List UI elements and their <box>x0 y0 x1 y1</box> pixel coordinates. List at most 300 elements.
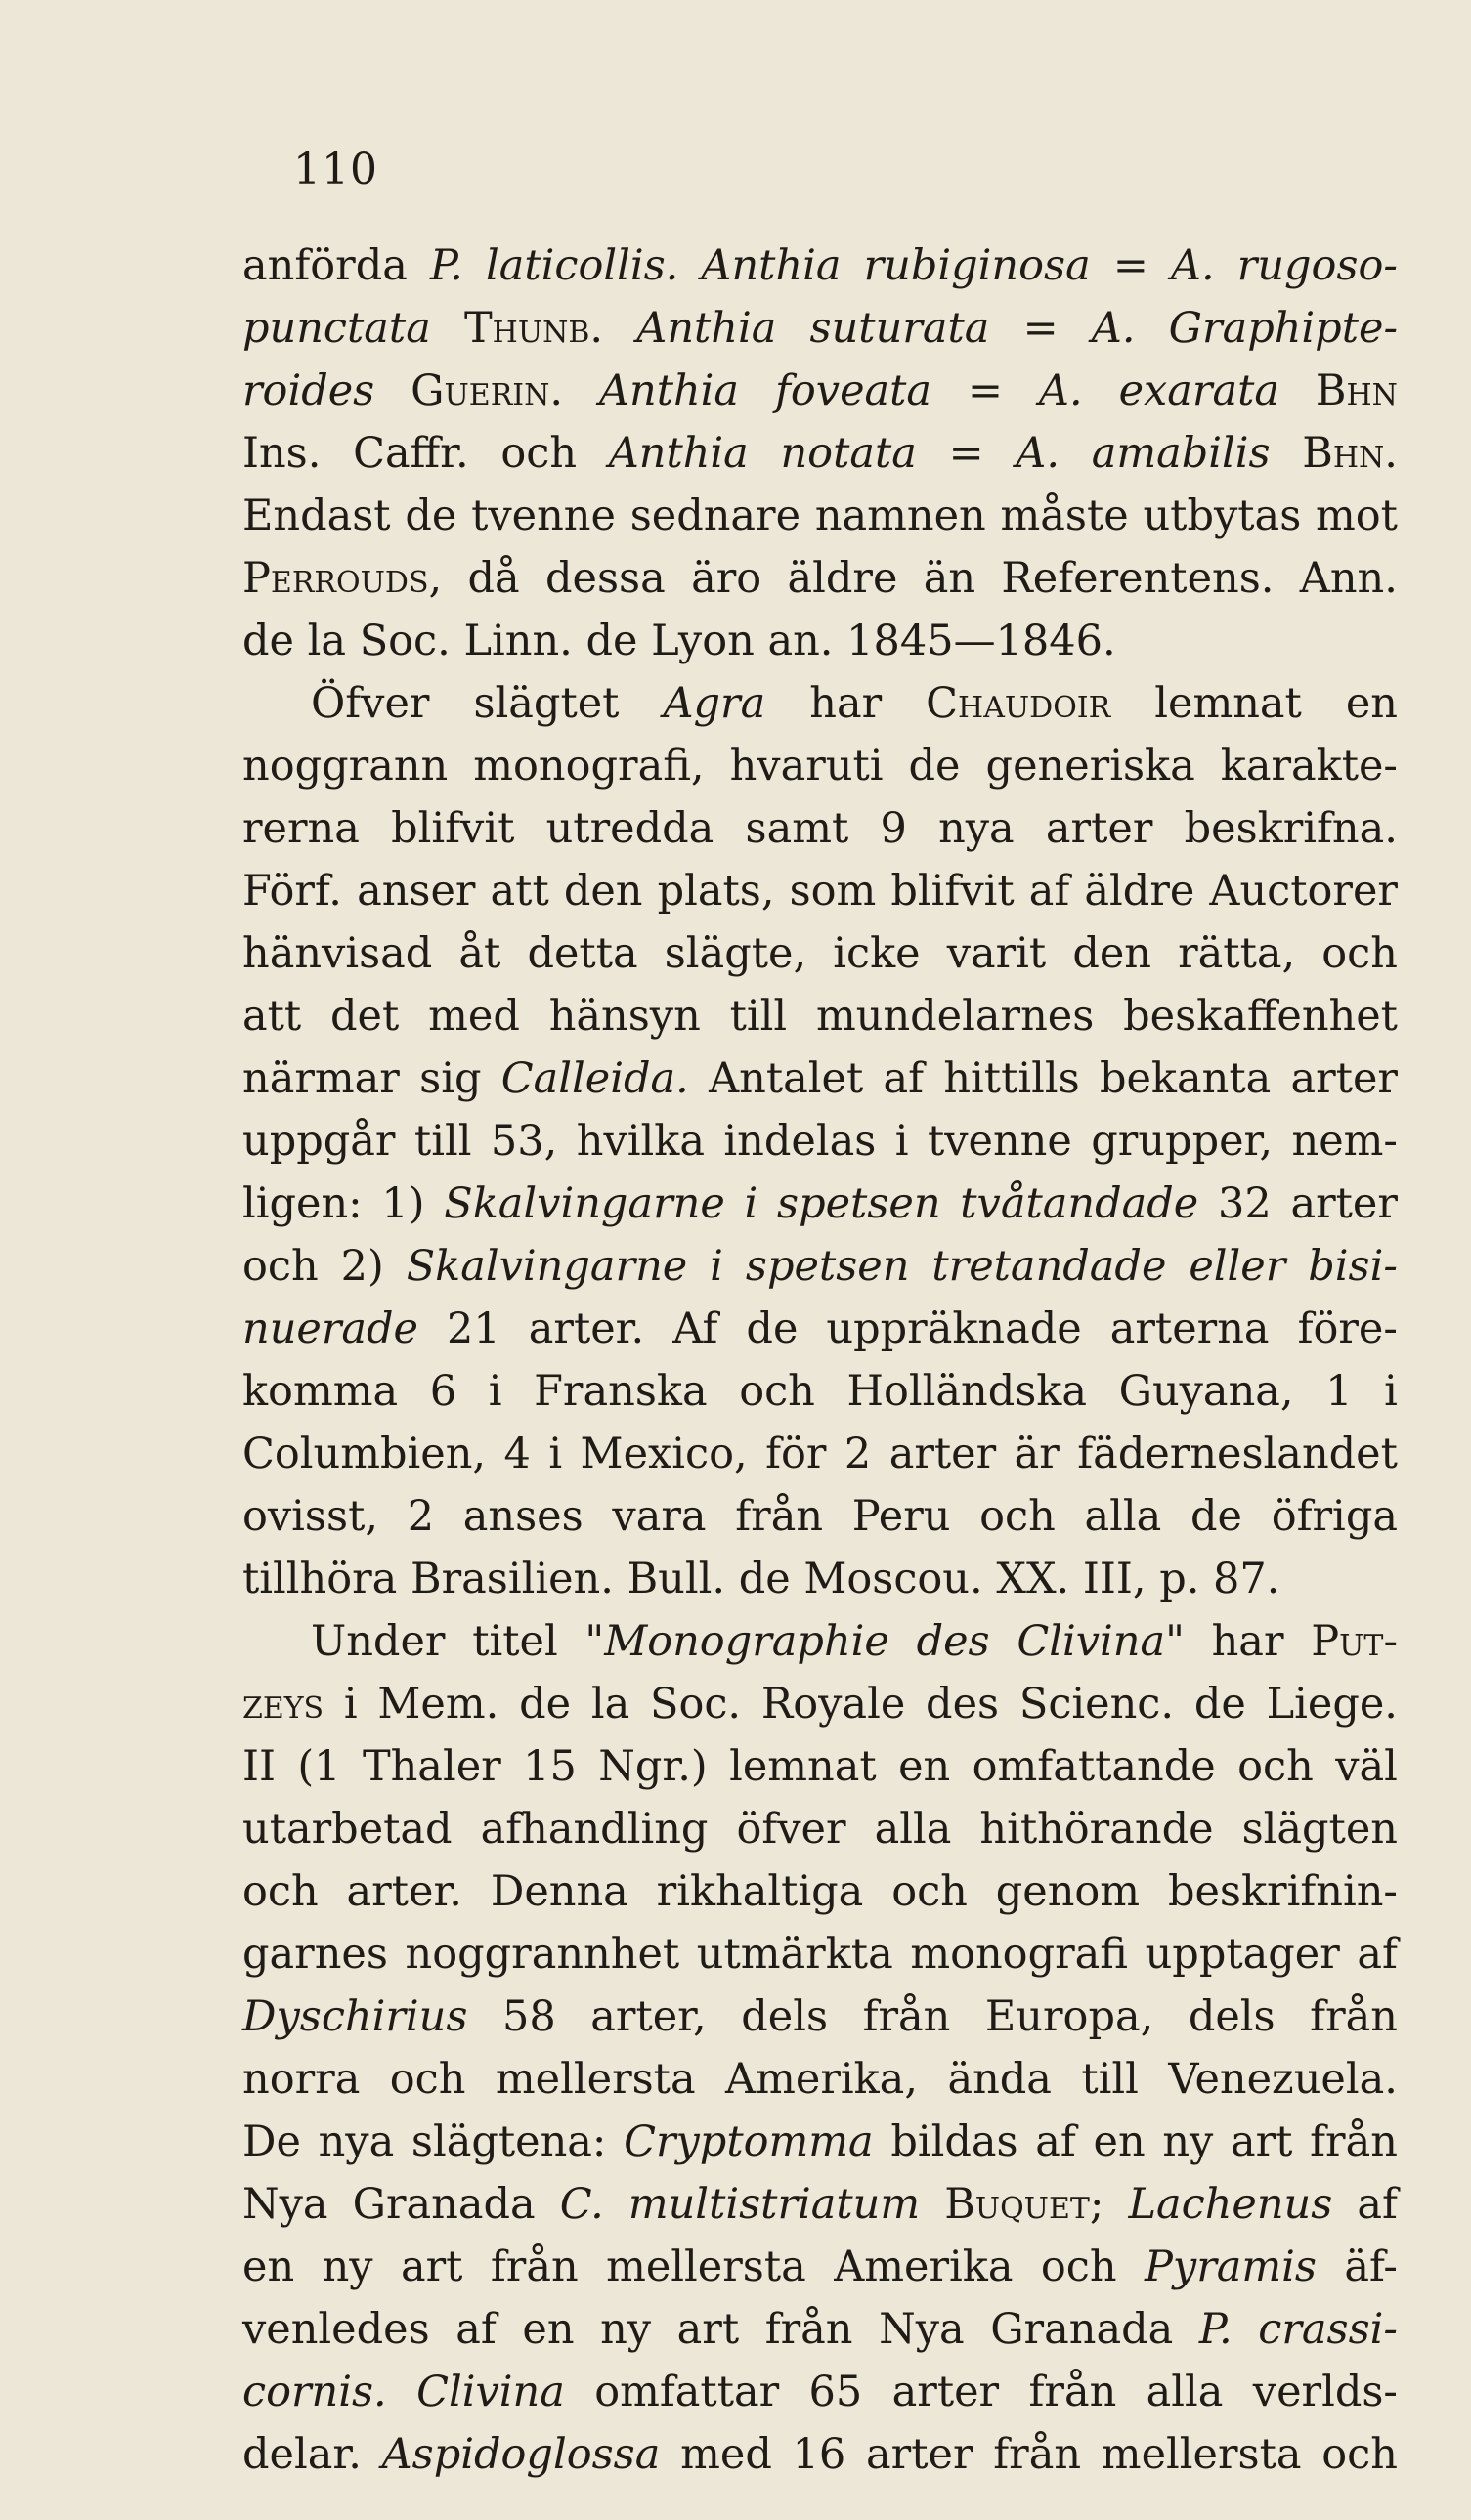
text-word: monografi <box>910 1930 1128 1979</box>
text-word: och <box>389 2055 466 2104</box>
text-word: monografi, <box>473 742 705 790</box>
text-word: före- <box>1297 1304 1398 1353</box>
text-word: en <box>1345 679 1398 728</box>
text-word: en <box>898 1742 951 1791</box>
text-word: de <box>519 1680 572 1729</box>
text-word: karakte- <box>1220 742 1398 790</box>
text-line <box>242 985 1398 1047</box>
text-word: tretandade <box>931 1242 1167 1291</box>
text-word: uppgår <box>242 1117 396 1166</box>
text-word: notata <box>780 429 917 478</box>
text-word: 1) <box>381 1179 425 1228</box>
text-word: punctata <box>242 304 431 353</box>
text-word: och <box>1321 2430 1398 2479</box>
text-word: Referentens. <box>1001 554 1275 603</box>
text-word: omfattar <box>594 2368 780 2416</box>
text-line <box>242 485 1398 547</box>
text-line <box>242 797 1398 860</box>
text-word: hithörande <box>979 1805 1214 1854</box>
text-word: utredda <box>545 804 714 853</box>
text-word: suturata <box>809 304 990 353</box>
text-word: i <box>894 1117 909 1166</box>
text-word: grupper, <box>1091 1117 1274 1166</box>
text-word: äro <box>691 554 762 603</box>
text-word: ligen: <box>242 1179 363 1228</box>
text-word: från <box>1028 2368 1117 2416</box>
text-word: Caffr. <box>353 429 469 478</box>
text-word: Ins. <box>242 429 322 478</box>
text-word: Franska <box>534 1367 708 1416</box>
text-line <box>242 2423 1398 2486</box>
text-word: dels <box>1188 1992 1276 2041</box>
text-word: P. <box>1198 2305 1233 2354</box>
text-word: än <box>923 554 976 603</box>
text-word: utmärkta <box>696 1930 893 1979</box>
text-word: Thunb. <box>464 304 604 353</box>
text-word: den <box>563 867 643 916</box>
text-word: för <box>765 1430 827 1478</box>
text-word: omfattande <box>972 1742 1216 1791</box>
text-word: icke <box>833 929 921 978</box>
text-word: Bhn <box>1315 366 1398 415</box>
text-word: = <box>1112 241 1148 290</box>
text-word: nya <box>318 2117 395 2166</box>
text-word: 2 <box>407 1492 435 1541</box>
text-word: II <box>242 1742 276 1791</box>
text-line <box>242 735 1398 797</box>
text-word: blifvit <box>890 867 1015 916</box>
text-word: art <box>400 2242 463 2291</box>
text-word: med <box>428 992 520 1041</box>
text-word: af <box>1357 1930 1398 1979</box>
text-word: A. <box>1016 429 1060 478</box>
text-word: Auctorer <box>1209 867 1398 916</box>
text-word: äldre <box>787 554 898 603</box>
text-word: beskrifnin- <box>1167 1867 1398 1916</box>
text-word: exarata <box>1118 366 1280 415</box>
text-word: hvaruti <box>729 742 884 790</box>
text-word: Pyramis <box>1144 2242 1317 2291</box>
text-word: anses <box>462 1492 584 1541</box>
text-word: och <box>242 1867 319 1916</box>
text-word: Anthia <box>598 366 740 415</box>
text-word: tvåtandade <box>960 1179 1199 1228</box>
text-word: des <box>926 1680 1000 1729</box>
text-word: tvenne <box>471 491 616 540</box>
text-word: Under <box>311 1617 446 1666</box>
text-word: alla <box>874 1805 952 1854</box>
text-line <box>242 1235 1398 1298</box>
text-word: 58 <box>501 1992 556 2041</box>
text-word: de <box>908 742 961 790</box>
text-word: utarbetad <box>242 1805 453 1854</box>
text-word: och <box>1040 2242 1117 2291</box>
text-word: från <box>862 1992 951 2041</box>
text-line <box>242 1798 1398 1860</box>
text-word: Clivina" <box>1017 1617 1185 1666</box>
text-word: Endast <box>242 491 391 540</box>
text-word: Perrouds, <box>242 554 443 603</box>
text-word: 15 <box>523 1742 577 1791</box>
text-word: Venezuela. <box>1168 2055 1398 2104</box>
text-line <box>242 2048 1398 2111</box>
text-word: 1 <box>1325 1367 1353 1416</box>
text-word: ny <box>322 2242 373 2291</box>
text-line <box>242 235 1398 297</box>
text-word: rikhaltiga <box>656 1867 864 1916</box>
text-word: beskaffenhet <box>1123 992 1398 1041</box>
text-line <box>242 1735 1398 1798</box>
text-word: generiska <box>985 742 1195 790</box>
text-word: 2 <box>844 1430 872 1478</box>
text-word: 2) <box>340 1242 384 1291</box>
text-word: = <box>1022 304 1059 353</box>
text-word: Skalvingarne <box>406 1242 688 1291</box>
page-number: 110 <box>293 145 378 194</box>
text-line <box>242 2361 1398 2423</box>
text-line <box>242 1047 1398 1110</box>
text-word: Granada <box>352 2180 536 2229</box>
text-word: mellersta <box>495 2055 696 2104</box>
text-word: det <box>330 992 400 1041</box>
text-word: slägte, <box>664 929 807 978</box>
text-word: spetsen <box>777 1179 941 1228</box>
text-word: en <box>1093 2117 1146 2166</box>
text-word: en <box>242 2242 295 2291</box>
text-word: 9 <box>880 804 907 853</box>
text-line <box>242 2111 1398 2173</box>
text-word: mundelarnes <box>815 992 1095 1041</box>
text-word: Skalvingarne <box>444 1179 725 1228</box>
text-word: tvenne <box>927 1117 1072 1166</box>
text-line <box>242 1298 1398 1360</box>
text-word: arterna <box>1109 1304 1270 1353</box>
text-word: 65 <box>808 2368 863 2416</box>
text-word: sig <box>419 1054 482 1103</box>
text-word: Peru <box>851 1492 951 1541</box>
text-line <box>242 1860 1398 1923</box>
text-word: att <box>490 867 549 916</box>
text-word: zeys <box>242 1680 324 1729</box>
text-word: öfver <box>736 1805 846 1854</box>
text-word: arter <box>866 2430 973 2479</box>
text-word: slägtet <box>473 679 620 728</box>
text-word: arter, <box>590 1992 707 2041</box>
text-word: de <box>1193 1680 1246 1729</box>
text-word: fäderneslandet <box>1077 1430 1398 1478</box>
text-line <box>242 860 1398 922</box>
text-word: ny <box>1162 2117 1214 2166</box>
text-word: ovisst, <box>242 1492 379 1541</box>
text-word: närmar <box>242 1054 400 1103</box>
text-word: delar. <box>242 2430 362 2479</box>
text-word: Lachenus <box>1128 2180 1333 2229</box>
text-word: cornis. <box>242 2368 387 2416</box>
text-line <box>242 2173 1398 2236</box>
text-word: arter <box>891 2368 1000 2416</box>
text-word: måste <box>1000 491 1129 540</box>
text-word: Columbien, <box>242 1430 487 1478</box>
text-word: Bhn. <box>1302 429 1398 478</box>
text-word: Europa, <box>984 1992 1154 2041</box>
text-word: Calleida. <box>500 1054 689 1103</box>
text-word: öfriga <box>1271 1492 1398 1541</box>
text-word: Denna <box>490 1867 628 1916</box>
text-word: alla <box>1146 2368 1224 2416</box>
text-line <box>242 1673 1398 1735</box>
text-word: Cryptomma <box>624 2117 874 2166</box>
text-word: venledes <box>242 2305 430 2354</box>
text-line <box>242 547 1398 610</box>
text-word: art <box>676 2305 740 2354</box>
text-word: från <box>490 2242 579 2291</box>
text-line <box>242 2236 1398 2298</box>
text-word: af <box>883 1054 925 1103</box>
text-word: Granada <box>990 2305 1174 2354</box>
text-word: från <box>993 2430 1082 2479</box>
text-word: med <box>680 2430 772 2479</box>
text-line <box>242 2298 1398 2361</box>
text-word: genom <box>995 1867 1141 1916</box>
text-word: Thaler <box>362 1742 501 1791</box>
text-word: spetsen <box>745 1242 910 1291</box>
text-word: mellersta <box>606 2242 806 2291</box>
text-word: foveata <box>774 366 932 415</box>
text-word: A. <box>1038 366 1083 415</box>
text-line <box>242 1986 1398 2048</box>
text-word: roides <box>242 366 375 415</box>
text-line <box>242 1423 1398 1485</box>
text-word: art <box>1230 2117 1293 2166</box>
text-word: 53, <box>490 1117 558 1166</box>
text-word: den <box>1072 929 1151 978</box>
text-word: rugoso- <box>1236 241 1398 290</box>
text-word: eller <box>1189 1242 1286 1291</box>
text-word: som <box>789 867 877 916</box>
text-word: Anthia <box>608 429 749 478</box>
text-word: (1 <box>297 1742 341 1791</box>
text-word: de la Soc. Linn. de Lyon an. 1845—1846. <box>242 617 1116 665</box>
text-word: Anthia <box>701 241 842 290</box>
text-word: har <box>809 679 883 728</box>
text-word: Förf. <box>242 867 342 916</box>
text-word: Aspidoglossa <box>381 2430 661 2479</box>
text-word: äldre <box>1084 867 1195 916</box>
text-word: till <box>729 992 788 1041</box>
text-word: verlds- <box>1252 2368 1398 2416</box>
text-word: komma <box>242 1367 399 1416</box>
text-word: Put- <box>1311 1617 1398 1666</box>
text-word: af <box>1357 2180 1398 2229</box>
text-word: de <box>746 1304 799 1353</box>
text-line <box>242 1360 1398 1423</box>
text-word: Ngr.) <box>598 1742 708 1791</box>
text-line <box>242 610 1398 672</box>
text-word: nem- <box>1291 1117 1398 1166</box>
text-word: Af <box>672 1304 718 1353</box>
text-line <box>242 1610 1398 1673</box>
text-word: ända <box>947 2055 1052 2104</box>
text-line <box>242 672 1398 735</box>
text-word: hänsyn <box>548 992 701 1041</box>
text-word: de <box>1190 1492 1242 1541</box>
text-word: Royale <box>760 1680 906 1729</box>
text-word: Anthia <box>636 304 777 353</box>
text-word: slägten <box>1241 1805 1398 1854</box>
text-word: i <box>548 1430 563 1478</box>
text-word: la <box>590 1680 630 1729</box>
text-word: noggrannhet <box>405 1930 680 1979</box>
text-word: i <box>1384 1367 1398 1416</box>
text-word: beskrifna. <box>1184 804 1398 853</box>
text-word: i <box>488 1367 502 1416</box>
text-word: tillhöra Brasilien. Bull. de Moscou. XX. III, p. 87. <box>242 1555 1280 1603</box>
text-word: Guerin. <box>411 366 564 415</box>
text-word: och <box>739 1367 815 1416</box>
text-word: i <box>343 1680 358 1729</box>
text-word: crassi- <box>1258 2305 1398 2354</box>
text-word: äf- <box>1344 2242 1398 2291</box>
text-word: från <box>1310 1992 1398 2041</box>
text-word: Holländska <box>846 1367 1087 1416</box>
text-word: arter <box>1045 804 1153 853</box>
text-word: Chaudoir <box>926 679 1111 728</box>
text-word: och <box>1237 1742 1314 1791</box>
text-word: och <box>891 1867 968 1916</box>
text-line <box>242 922 1398 985</box>
text-word: hvilka <box>576 1117 705 1166</box>
text-word: samt <box>745 804 849 853</box>
text-word: arter <box>888 1430 997 1478</box>
text-line <box>242 360 1398 422</box>
text-word: anser <box>357 867 476 916</box>
text-line <box>242 297 1398 360</box>
text-word: afhandling <box>480 1805 709 1854</box>
text-word: då <box>467 554 520 603</box>
text-word: lemnat <box>729 1742 877 1791</box>
text-word: lemnat <box>1154 679 1302 728</box>
text-word: multistriatum <box>627 2180 921 2229</box>
text-line <box>242 1110 1398 1173</box>
text-word: rerna <box>242 804 360 853</box>
text-word: bekanta <box>1099 1054 1272 1103</box>
text-word: i <box>710 1242 723 1291</box>
text-word: till <box>1081 2055 1139 2104</box>
text-word: Soc. <box>650 1680 742 1729</box>
text-word: och <box>979 1492 1056 1541</box>
text-word: arter <box>1290 1179 1398 1228</box>
text-line <box>242 1548 1398 1610</box>
text-word: = <box>967 366 1004 415</box>
text-word: att <box>242 992 302 1041</box>
text-word: och <box>1321 929 1398 978</box>
text-word: Ann. <box>1299 554 1398 603</box>
text-word: Mem. <box>377 1680 499 1729</box>
text-word: vara <box>612 1492 707 1541</box>
text-word: åt <box>458 929 501 978</box>
text-line <box>242 422 1398 485</box>
text-word: laticollis. <box>485 241 679 290</box>
text-word: norra <box>242 2055 361 2104</box>
text-word: hittills <box>943 1054 1080 1103</box>
text-word: af <box>455 2305 497 2354</box>
text-word: blifvit <box>391 804 515 853</box>
text-word: från <box>764 2305 853 2354</box>
text-word: 16 <box>792 2430 846 2479</box>
text-word: till <box>413 1117 472 1166</box>
text-word: de <box>405 491 457 540</box>
text-word: bildas <box>890 2117 1018 2166</box>
text-word: nuerade <box>242 1304 418 1353</box>
text-word: mot <box>1316 491 1398 540</box>
text-word: slägtena: <box>411 2117 607 2166</box>
text-word: Amerika, <box>725 2055 918 2104</box>
text-word: rubiginosa <box>863 241 1091 290</box>
text-word: väl <box>1335 1742 1398 1791</box>
text-word: Scienc. <box>1018 1680 1175 1729</box>
text-word: arter. <box>528 1304 645 1353</box>
text-word: har <box>1211 1617 1284 1666</box>
text-word: anförda <box>242 241 408 290</box>
text-word: uppräknade <box>826 1304 1082 1353</box>
text-word: alla <box>1084 1492 1162 1541</box>
text-word: plats, <box>657 867 775 916</box>
text-word: en <box>522 2305 575 2354</box>
text-word: P. <box>429 241 463 290</box>
text-word: är <box>1014 1430 1060 1478</box>
text-word: nya <box>938 804 1015 853</box>
text-word: titel <box>472 1617 558 1666</box>
text-word: A. <box>1091 304 1136 353</box>
text-line <box>242 1923 1398 1986</box>
text-word: C. <box>559 2180 604 2229</box>
text-word: från <box>1310 2117 1398 2166</box>
body-text <box>242 235 1398 2486</box>
text-word: detta <box>527 929 638 978</box>
text-word: De <box>242 2117 301 2166</box>
text-word: noggrann <box>242 742 449 790</box>
text-word: dessa <box>545 554 666 603</box>
text-word: upptager <box>1145 1930 1340 1979</box>
text-line <box>242 1173 1398 1235</box>
text-word: och <box>500 429 578 478</box>
text-word: des <box>916 1617 990 1666</box>
text-word: rätta, <box>1178 929 1296 978</box>
text-word: sednare <box>629 491 801 540</box>
text-word: indelas <box>723 1117 877 1166</box>
text-word: amabilis <box>1091 429 1271 478</box>
text-word: "Monographie <box>584 1617 889 1666</box>
text-word: Nya <box>242 2180 328 2229</box>
text-word: 21 <box>447 1304 500 1353</box>
text-word: Agra <box>663 679 766 728</box>
text-word: Buquet; <box>944 2180 1104 2229</box>
text-word: bisi- <box>1308 1242 1398 1291</box>
text-word: arter. <box>346 1867 462 1916</box>
text-line <box>242 1485 1398 1548</box>
text-word: mellersta <box>1101 2430 1302 2479</box>
text-word: Graphipte- <box>1168 304 1398 353</box>
text-word: hänvisad <box>242 929 433 978</box>
text-word: dels <box>741 1992 829 2041</box>
text-word: och <box>242 1242 319 1291</box>
text-word: namnen <box>814 491 986 540</box>
text-word: af <box>1028 867 1070 916</box>
text-word: Guyana, <box>1118 1367 1294 1416</box>
text-word: Clivina <box>416 2368 565 2416</box>
text-word: arter <box>1290 1054 1398 1103</box>
text-word: Liege. <box>1266 1680 1398 1729</box>
